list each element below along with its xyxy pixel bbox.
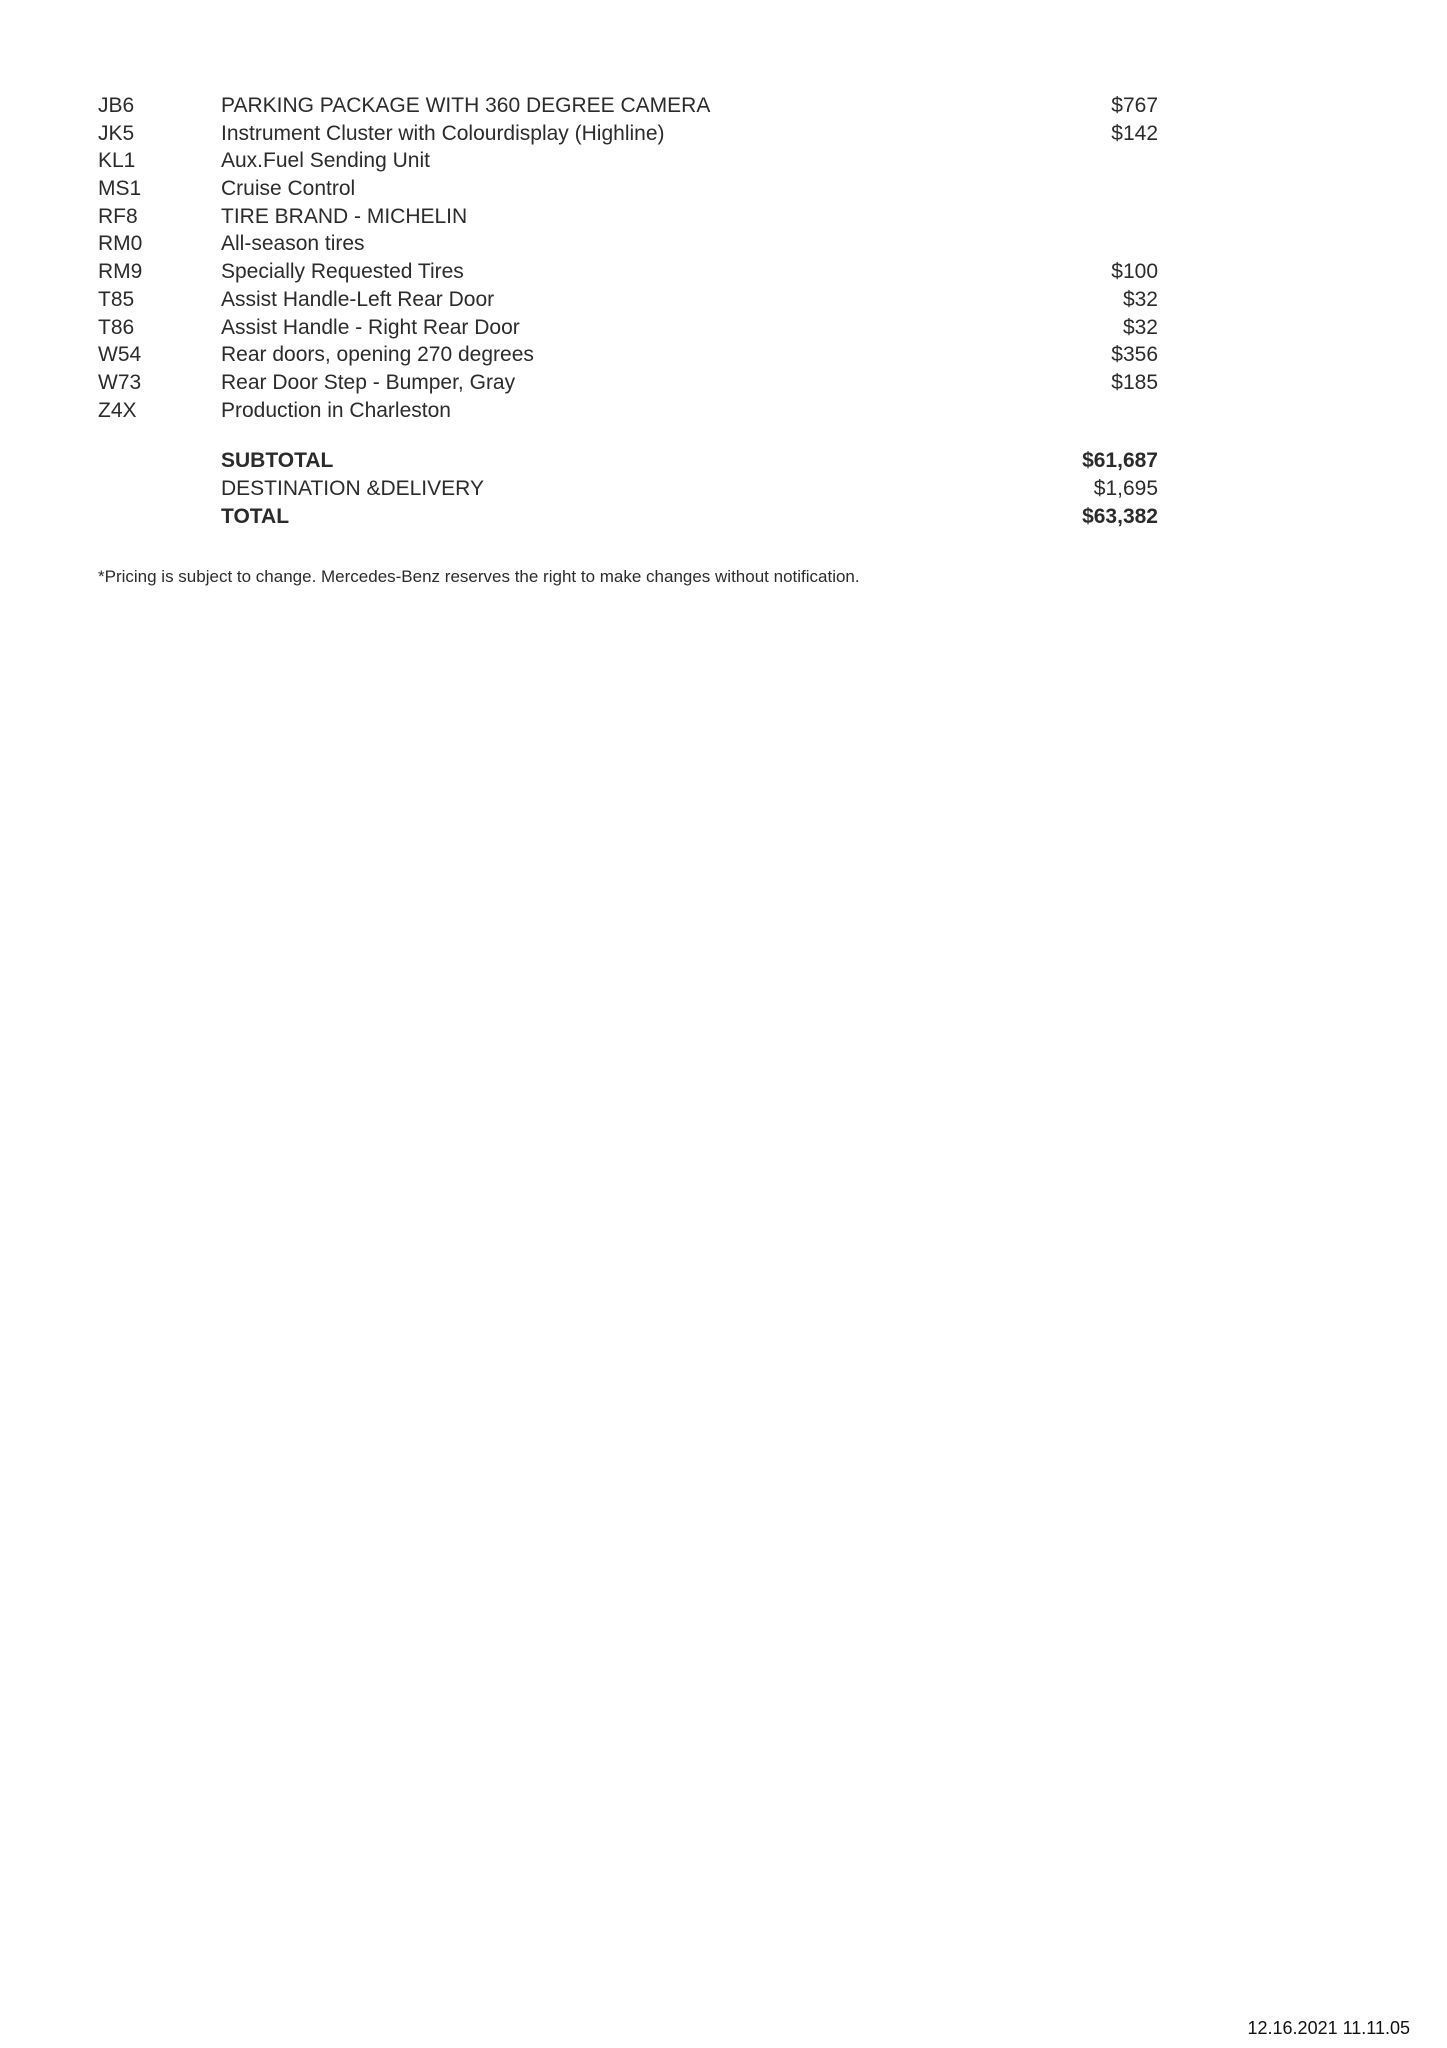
option-code: RM9 bbox=[98, 260, 143, 284]
destination-label: DESTINATION &DELIVERY bbox=[221, 477, 484, 500]
option-description: Cruise Control bbox=[221, 177, 356, 201]
option-row bbox=[98, 369, 1158, 397]
subtotal-value: $61,687 bbox=[1082, 449, 1158, 472]
subtotal-row bbox=[98, 447, 1158, 475]
option-description: Rear doors, opening 270 degrees bbox=[221, 343, 534, 367]
option-row bbox=[98, 341, 1158, 369]
print-timestamp: 12.16.2021 11.11.05 bbox=[1247, 2018, 1410, 2038]
option-price: $32 bbox=[1122, 315, 1158, 339]
option-row bbox=[98, 120, 1158, 148]
subtotal-label: SUBTOTAL bbox=[221, 449, 334, 472]
option-code: W73 bbox=[98, 370, 142, 394]
option-code: RF8 bbox=[98, 204, 138, 228]
option-list bbox=[98, 92, 1158, 424]
option-description: TIRE BRAND - MICHELIN bbox=[221, 204, 468, 228]
option-code: T85 bbox=[98, 287, 135, 311]
option-code: T86 bbox=[98, 315, 135, 339]
option-description: PARKING PACKAGE WITH 360 DEGREE CAMERA bbox=[221, 94, 711, 117]
destination-row bbox=[98, 475, 1158, 503]
option-code: W54 bbox=[98, 343, 142, 367]
option-row bbox=[98, 286, 1158, 314]
option-description: All-season tires bbox=[221, 232, 365, 256]
totals-block bbox=[98, 447, 1158, 531]
option-description: Assist Handle - Right Rear Door bbox=[221, 315, 520, 339]
total-row bbox=[98, 503, 1158, 531]
pricing-disclaimer: *Pricing is subject to change. Mercedes-Benz reserves the right to make changes without notification. bbox=[98, 567, 860, 586]
option-row bbox=[98, 314, 1158, 342]
option-code: JK5 bbox=[98, 121, 135, 145]
option-description: Rear Door Step - Bumper, Gray bbox=[221, 370, 516, 394]
destination-value: $1,695 bbox=[1093, 477, 1158, 500]
option-price: $32 bbox=[1122, 287, 1158, 311]
option-price: $767 bbox=[1111, 94, 1158, 117]
option-code: KL1 bbox=[98, 149, 136, 173]
option-row bbox=[98, 397, 1158, 425]
option-row bbox=[98, 203, 1158, 231]
option-description: Assist Handle-Left Rear Door bbox=[221, 287, 495, 311]
option-row bbox=[98, 230, 1158, 258]
total-label: TOTAL bbox=[221, 505, 290, 528]
option-description: Specially Requested Tires bbox=[221, 260, 464, 284]
option-description: Aux.Fuel Sending Unit bbox=[221, 149, 430, 173]
option-price: $142 bbox=[1111, 121, 1158, 145]
option-code: Z4X bbox=[98, 398, 137, 422]
option-description: Instrument Cluster with Colourdisplay (Highline) bbox=[221, 121, 665, 145]
option-description: Production in Charleston bbox=[221, 398, 451, 422]
option-code: MS1 bbox=[98, 177, 142, 201]
option-price: $356 bbox=[1111, 343, 1158, 367]
option-row bbox=[98, 258, 1158, 286]
option-code: JB6 bbox=[98, 94, 135, 117]
option-price: $185 bbox=[1111, 370, 1158, 394]
option-row bbox=[98, 175, 1158, 203]
total-value: $63,382 bbox=[1082, 505, 1158, 528]
option-row bbox=[98, 92, 1158, 120]
option-price: $100 bbox=[1111, 260, 1158, 284]
option-code: RM0 bbox=[98, 232, 143, 256]
option-row bbox=[98, 147, 1158, 175]
